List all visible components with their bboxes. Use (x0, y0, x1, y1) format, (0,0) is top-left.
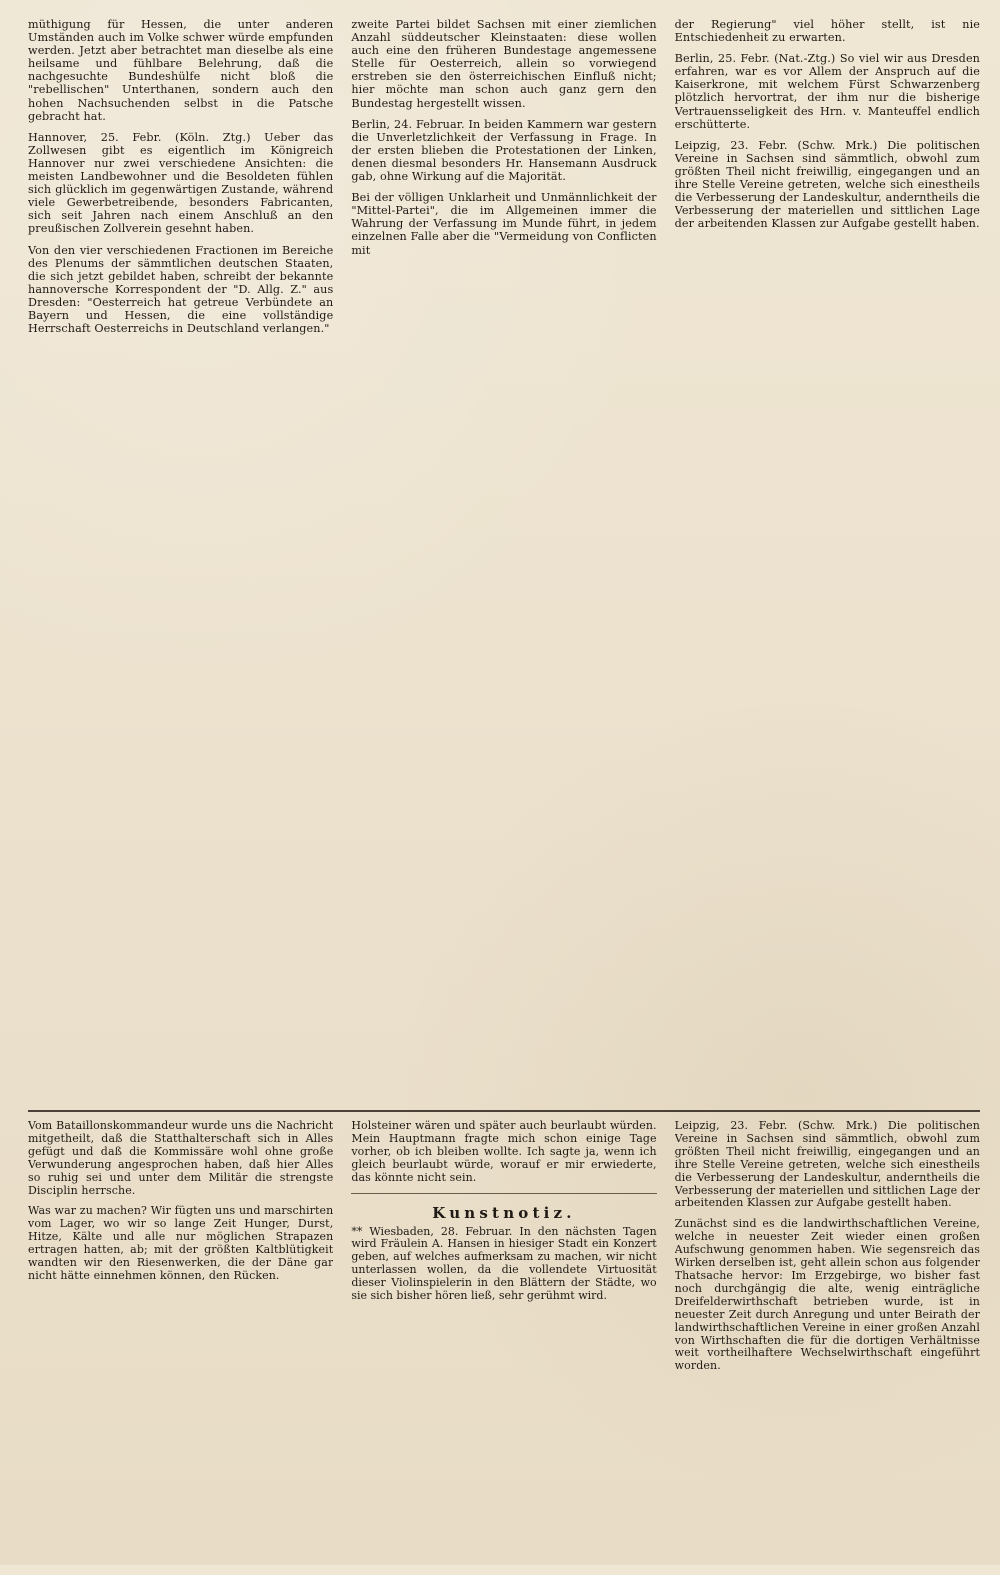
paragraph: Von den vier verschiedenen Fractionen im Bereiche des Plenums der sämmtlichen deutschen Staaten, die sich jetzt gebildet haben, schreibt der bekannte hannoversche Korrespondent der "D. Allg. Z." aus Dresden: "Oesterreich hat getreue Verbündete an Bayern und Hessen, die eine vollständige Herrschaft Oesterreichs in Deutschland verlangen." (28, 243, 334, 336)
paragraph: Leipzig, 23. Febr. (Schw. Mrk.) Die politischen Vereine in Sachsen sind sämmtlich, obwohl zum größten Theil nicht freiwillig, eingegangen und an ihre Stelle Vereine getreten, welche sich einestheils die Verbesserung der Landeskultur, anderntheils die Verbesserung der materiellen und sittlichen Lage der arbeitenden Klassen zur Aufgabe gestellt haben. (674, 1120, 980, 1210)
lower-article-columns (28, 1120, 980, 1575)
article-column-middle (351, 18, 656, 1110)
paragraph: Hannover, 25. Febr. (Köln. Ztg.) Ueber das Zollwesen gibt es eigentlich im Königreich Hannover nur zwei verschiedene Ansichten: die meisten Landbewohner und die Besoldeten fühlen sich glücklich im gegenwärtigen Zustande, während viele Gewerbetreibende, besonders Fabricanten, sich seit Jahren nach einem Anschluß an den preußischen Zollverein gesehnt haben. (28, 130, 334, 236)
lower-column-middle (351, 1120, 656, 1575)
paragraph: Vom Bataillonskommandeur wurde uns die Nachricht mitgetheilt, daß die Statthalterschaft sich in Alles gefügt und daß die Kommissäre wohl ohne große Verwunderung angesprochen haben, daß hier Alles so ruhig sei und unter dem Militär die strengste Disciplin herrsche. (28, 1120, 334, 1197)
paragraph: Zunächst sind es die landwirthschaftlichen Vereine, welche in neuester Zeit wieder einen großen Aufschwung genommen haben. Wie segensreich das Wirken derselben ist, geht allein schon aus folgender Thatsache hervor: Im Erzgebirge, wo bisher fast noch durchgängig die alte, wenig einträgliche Dreifelderwirthschaft betrieben wurde, ist in neuester Zeit durch Anregung und unter Beirath der landwirthschaftlichen Vereine in einer großen Anzahl von Wirthschaften die für die dortigen Verhältnisse weit vortheilhaftere Wechselwirthschaft eingeführt worden. (674, 1217, 980, 1373)
paragraph: Leipzig, 23. Febr. (Schw. Mrk.) Die politischen Vereine in Sachsen sind sämmtlich, obwohl zum größten Theil nicht freiwillig, eingegangen und an ihre Stelle Vereine getreten, welche sich einestheils die Verbesserung der Landeskultur, anderntheils die Verbesserung der materiellen und sittlichen Lage der arbeitenden Klassen zur Aufgabe gestellt haben. (674, 138, 980, 231)
article-column-right (675, 18, 980, 1110)
upper-article-columns (28, 18, 980, 1112)
paragraph: Berlin, 24. Februar. In beiden Kammern war gestern die Unverletzlichkeit der Verfassung in Frage. In der ersten blieben die Protestationen der Linken, denen diesmal besonders Hr. Hansemann Ausdruck gab, ohne Wirkung auf die Majorität. (351, 117, 657, 184)
lower-column-right (675, 1120, 980, 1575)
section-heading: Kunstnotiz. (432, 1203, 576, 1222)
art-notice: ** Wiesbaden, 28. Februar. In den nächsten Tagen wird Fräulein A. Hansen in hiesiger Stadt ein Konzert geben, auf welches aufmerksam zu machen, wir nicht unterlassen wollen, da die vollendete Virtuosität dieser Violinspielerin in den Blättern der Städte, wo sie sich bisher hören ließ, sehr gerühmt wird. (351, 1224, 657, 1303)
paragraph: Bei der völligen Unklarheit und Unmännlichkeit der "Mittel-Partei", die im Allgemeinen immer die Wahrung der Verfassung im Munde führt, in jedem einzelnen Falle aber die "Vermeidung von Conflicten mit (351, 191, 657, 257)
paragraph: zweite Partei bildet Sachsen mit einer ziemlichen Anzahl süddeutscher Kleinstaaten: diese wollen auch eine den früheren Bundestage angemessene Stelle für Oesterreich, allein so vorwiegend erstreben sie den österreichischen Einfluß nicht; hier möchte man schon auch ganz gern den Bundestag hergestellt wissen. (351, 18, 657, 110)
article-column-left (28, 18, 333, 1110)
paragraph: der Regierung" viel höher stellt, ist nie Entschiedenheit zu erwarten. (674, 18, 980, 45)
lower-column-left (28, 1120, 333, 1575)
paragraph: Holsteiner wären und später auch beurlaubt würden. Mein Hauptmann fragte mich schon einige Tage vorher, ob ich bleiben wollte. Ich sagte ja, wenn ich gleich beurlaubt würde, worauf er mir erwiederte, das könnte nicht sein. (351, 1120, 657, 1184)
paragraph: Berlin, 25. Febr. (Nat.-Ztg.) So viel wir aus Dresden erfahren, war es vor Allem der Anspruch auf die Kaiserkrone, mit welchem Fürst Schwarzenberg plötzlich hervortrat, der ihm nur die bisherige Vertrauensseligkeit des Hrn. v. Manteuffel endlich erschütterte. (674, 52, 980, 131)
paragraph: müthigung für Hessen, die unter anderen Umständen auch im Volke schwer würde empfunden werden. Jetzt aber betrachtet man dieselbe als eine heilsame und fühlbare Belehrung, daß die nachgesuchte Bundeshülfe nicht bloß die "rebellischen" Unterthanen, sondern auch den hohen Nachsuchenden selbst in die Patsche gebracht hat. (28, 18, 334, 123)
section-divider (351, 1193, 656, 1194)
paragraph: Was war zu machen? Wir fügten uns und marschirten vom Lager, wo wir so lange Zeit Hunger, Durst, Hitze, Kälte und alle nur möglichen Strapazen ertragen hatten, ab; mit der größten Kaltblütigkeit wandten wir den Riesenwerken, die der Däne gar nicht hätte einnehmen können, den Rücken. (28, 1204, 334, 1282)
